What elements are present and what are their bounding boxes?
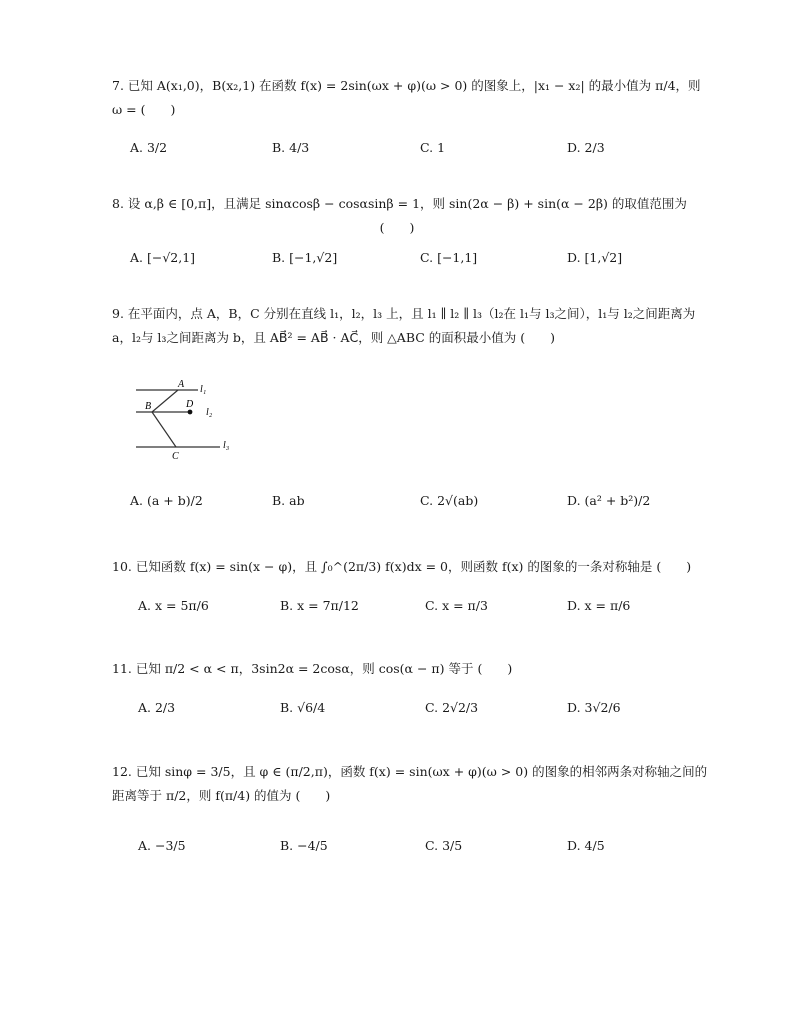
option-b: B. x = 7π/12 — [280, 598, 359, 613]
question-10-stem: 10. 已知函数 f(x) = sin(x − φ)，且 ∫₀^(2π/3) f(x)dx = 0，则函数 f(x) 的图象的一条对称轴是 ( ) — [112, 559, 692, 574]
option-b: B. √6/4 — [280, 700, 326, 715]
segment-bc — [152, 412, 176, 447]
label-l1: l₁ — [200, 384, 207, 395]
option-d: D. (a² + b²)/2 — [567, 493, 651, 508]
label-l3: l₃ — [223, 440, 230, 451]
question-8-stem-tail: ( ) — [379, 220, 415, 235]
question-10-options — [0, 598, 794, 624]
question-11 — [112, 657, 712, 681]
question-9-options — [0, 493, 794, 519]
option-a: A. 2/3 — [138, 700, 176, 715]
option-c: C. x = π/3 — [425, 598, 488, 613]
option-b: B. −4/5 — [280, 838, 328, 853]
label-c: C — [172, 451, 179, 462]
option-d: D. [1,√2] — [567, 250, 623, 265]
question-11-stem: 11. 已知 π/2 < α < π，3sin2α = 2cosα，则 cos(α − π) 等于 ( ) — [112, 661, 513, 676]
option-b: B. [−1,√2] — [272, 250, 338, 265]
segment-ba — [152, 390, 178, 412]
question-12-options — [0, 838, 794, 864]
label-l2: l₂ — [206, 407, 213, 418]
point-d — [188, 410, 193, 415]
parallel-lines-diagram — [128, 372, 248, 464]
option-d: D. x = π/6 — [567, 598, 631, 613]
label-b: B — [145, 401, 152, 412]
option-a: A. 3/2 — [130, 140, 168, 155]
option-b: B. 4/3 — [272, 140, 310, 155]
question-8-stem: 8. 设 α,β ∈ [0,π]，且满足 sinαcosβ − cosαsinβ = 1，则 sin(2α − β) + sin(α − 2β) 的取值范围为 — [112, 196, 687, 211]
option-a: A. −3/5 — [138, 838, 186, 853]
label-d: D — [186, 399, 194, 410]
option-c: C. 2√2/3 — [425, 700, 479, 715]
question-7-stem: 7. 已知 A(x₁,0)，B(x₂,1) 在函数 f(x) = 2sin(ωx + φ)(ω > 0) 的图象上，|x₁ − x₂| 的最小值为 π/4，则 ω = ( ) — [112, 78, 701, 117]
question-12-stem: 12. 已知 sinφ = 3/5，且 φ ∈ (π/2,π)，函数 f(x) = sin(ωx + φ)(ω > 0) 的图象的相邻两条对称轴之间的距离等于 π/2，则 f(π/4) 的值为 ( ) — [112, 764, 708, 803]
option-b: B. ab — [272, 493, 305, 508]
option-a: A. [−√2,1] — [130, 250, 196, 265]
question-12 — [112, 760, 712, 808]
option-a: A. x = 5π/6 — [138, 598, 209, 613]
question-9 — [112, 302, 712, 350]
option-d: D. 2/3 — [567, 140, 605, 155]
option-a: A. (a + b)/2 — [130, 493, 203, 508]
label-a: A — [178, 379, 185, 390]
option-d: D. 3√2/6 — [567, 700, 621, 715]
question-7-options — [0, 140, 794, 166]
option-c: C. 2√(ab) — [420, 493, 479, 508]
option-c: C. [−1,1] — [420, 250, 478, 265]
question-8-options — [0, 250, 794, 276]
question-11-options — [0, 700, 794, 726]
option-c: C. 3/5 — [425, 838, 463, 853]
question-9-stem: 9. 在平面内，点 A，B，C 分别在直线 l₁，l₂，l₃ 上，且 l₁ ∥ l₂ ∥ l₃（l₂在 l₁与 l₃之间），l₁与 l₂之间距离为 a，l₂与 l₃之间距离为 b，且 AB⃗² = AB⃗ · AC⃗，则 △ABC 的面积最小值为 ( ) — [112, 306, 696, 345]
option-c: C. 1 — [420, 140, 446, 155]
question-10 — [112, 555, 712, 579]
question-8 — [112, 192, 712, 216]
option-d: D. 4/5 — [567, 838, 605, 853]
question-7 — [112, 74, 712, 122]
